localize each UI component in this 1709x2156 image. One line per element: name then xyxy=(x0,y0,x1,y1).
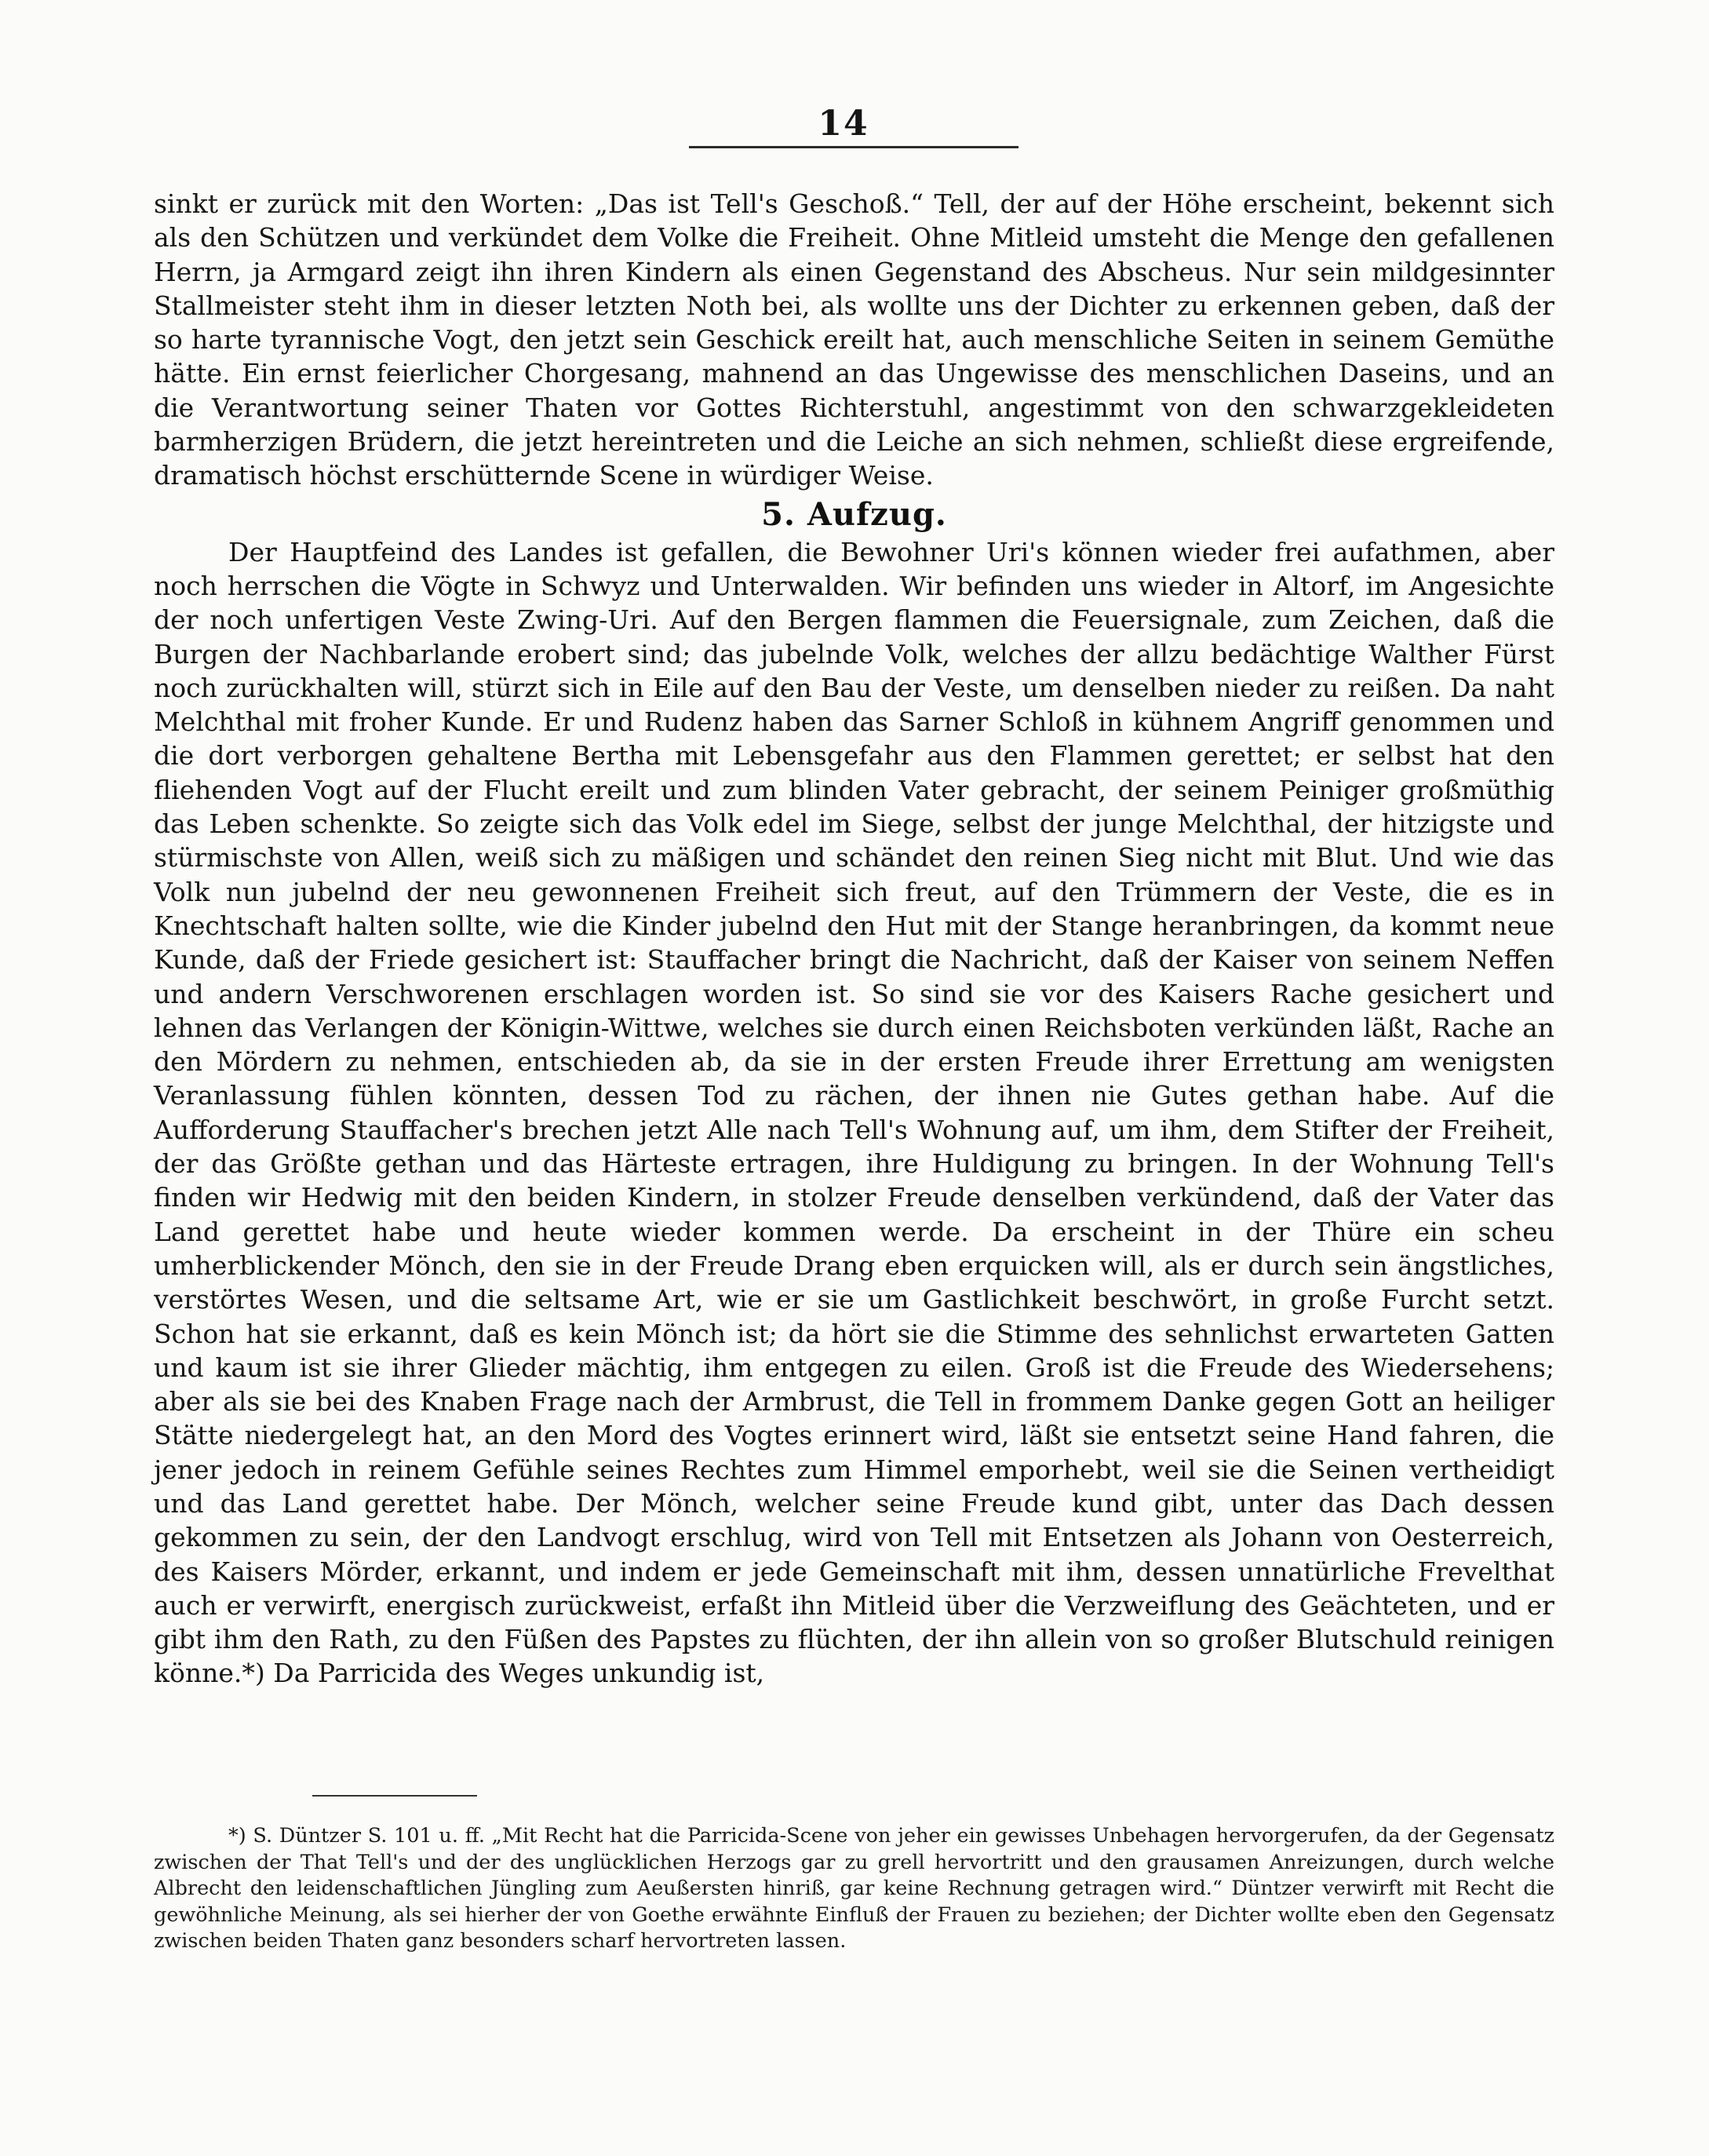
main-text-block xyxy=(154,187,1554,1691)
paragraph-act5: Der Hauptfeind des Landes ist gefallen, die Bewohner Uri's können wieder frei aufathmen, aber noch herrschen die Vögte in Schwyz und Unterwalden. Wir befinden uns wieder in Altorf, im Angesichte der noch unfertigen Veste Zwing-Uri. Auf den Bergen flammen die Feuersignale, zum Zeichen, daß die Burgen der Nachbarlande erobert sind; das jubelnde Volk, welches der allzu bedächtige Walther Fürst noch zurückhalten will, stürzt sich in Eile auf den Bau der Veste, um denselben nieder zu reißen. Da naht Melchthal mit froher Kunde. Er und Rudenz haben das Sarner Schloß in kühnem Angriff genommen und die dort verborgen gehaltene Bertha mit Lebensgefahr aus den Flammen gerettet; er selbst hat den fliehenden Vogt auf der Flucht ereilt und zum blinden Vater gebracht, der seinem Peiniger großmüthig das Leben schenkte. So zeigte sich das Volk edel im Siege, selbst der junge Melchthal, der hitzigste und stürmischste von Allen, weiß sich zu mäßigen und schändet den reinen Sieg nicht mit Blut. Und wie das Volk nun jubelnd der neu gewonnenen Freiheit sich freut, auf den Trümmern der Veste, die es in Knechtschaft halten sollte, wie die Kinder jubelnd den Hut mit der Stange heranbringen, da kommt neue Kunde, daß der Friede gesichert ist: Stauffacher bringt die Nachricht, daß der Kaiser von seinem Neffen und andern Verschworenen erschlagen worden ist. So sind sie vor des Kaisers Rache gesichert und lehnen das Verlangen der Königin-Wittwe, welches sie durch einen Reichsboten verkünden läßt, Rache an den Mördern zu nehmen, entschieden ab, da sie in der ersten Freude ihrer Errettung am wenigsten Veranlassung fühlen könnten, dessen Tod zu rächen, der ihnen nie Gutes gethan habe. Auf die Aufforderung Stauffacher's brechen jetzt Alle nach Tell's Wohnung auf, um ihm, dem Stifter der Freiheit, der das Größte gethan und das Härteste ertragen, ihre Huldigung zu bringen. In der Wohnung Tell's finden wir Hedwig mit den beiden Kindern, in stolzer Freude denselben verkündend, daß der Vater das Land gerettet habe und heute wieder kommen werde. Da erscheint in der Thüre ein scheu umherblickender Mönch, den sie in der Freude Drang eben erquicken will, als er durch sein ängstliches, verstörtes Wesen, und die seltsame Art, wie er sie um Gastlichkeit beschwört, in große Furcht setzt. Schon hat sie erkannt, daß es kein Mönch ist; da hört sie die Stimme des sehnlichst erwarteten Gatten und kaum ist sie ihrer Glieder mächtig, ihm entgegen zu eilen. Groß ist die Freude des Wiedersehens; aber als sie bei des Knaben Frage nach der Armbrust, die Tell in frommem Danke gegen Gott an heiliger Stätte niedergelegt hat, an den Mord des Vogtes erinnert wird, läßt sie entsetzt seine Hand fahren, die jener jedoch in reinem Gefühle seines Rechtes zum Himmel emporhebt, weil sie die Seinen vertheidigt und das Land gerettet habe. Der Mönch, welcher seine Freude kund gibt, unter das Dach dessen gekommen zu sein, der den Landvogt erschlug, wird von Tell mit Entsetzen als Johann von Oesterreich, des Kaisers Mörder, erkannt, und indem er jede Gemeinschaft mit ihm, dessen unnatürliche Frevelthat auch er verwirft, energisch zurückweist, erfaßt ihn Mitleid über die Verzweiflung des Geächteten, und er gibt ihm den Rath, zu den Füßen des Papstes zu flüchten, der ihn allein von so großer Blutschuld reinigen könne.*) Da Parricida des Weges unkundig ist, xyxy=(154,536,1554,1689)
page-number: 14 xyxy=(818,104,869,144)
header-rule xyxy=(689,146,1018,148)
footnote: *) S. Düntzer S. 101 u. ff. „Mit Recht hat die Parricida-Scene von jeher ein gewisses Unbehagen hervorgerufen, da der Gegensatz zwischen der That Tell's und der des unglücklichen Herzogs gar zu grell hervortritt und den grausamen Anreizungen, durch welche Albrecht den leidenschaftlichen Jüngling zum Aeußersten hinriß, gar keine Rechnung getragen wird.“ Düntzer verwirft mit Recht die gewöhnliche Meinung, als sei hierher der von Goethe erwähnte Einfluß der Frauen zu beziehen; der Dichter wollte eben den Gegensatz zwischen beiden Thaten ganz besonders scharf hervortreten lassen. xyxy=(154,1824,1554,1953)
footnote-rule xyxy=(312,1795,477,1797)
section-heading: 5. Aufzug. xyxy=(761,495,947,533)
paragraph-act4-end: sinkt er zurück mit den Worten: „Das ist Tell's Geschoß.“ Tell, der auf der Höhe erscheint, bekennt sich als den Schützen und verkündet dem Volke die Freiheit. Ohne Mitleid umsteht die Menge den gefallenen Herrn, ja Armgard zeigt ihn ihren Kindern als einen Gegenstand des Abscheus. Nur sein mildgesinnter Stallmeister steht ihm in dieser letzten Noth bei, als wollte uns der Dichter zu erkennen geben, daß der so harte tyrannische Vogt, den jetzt sein Geschick ereilt hat, auch menschliche Seiten in seinem Gemüthe hätte. Ein ernst feierlicher Chorgesang, mahnend an das Ungewisse des menschlichen Daseins, und an die Verantwortung seiner Thaten vor Gottes Richterstuhl, angestimmt von den schwarzgekleideten barmherzigen Brüdern, die jetzt hereintreten und die Leiche an sich nehmen, schließt diese ergreifende, dramatisch höchst erschütternde Scene in würdiger Weise. xyxy=(154,188,1554,491)
